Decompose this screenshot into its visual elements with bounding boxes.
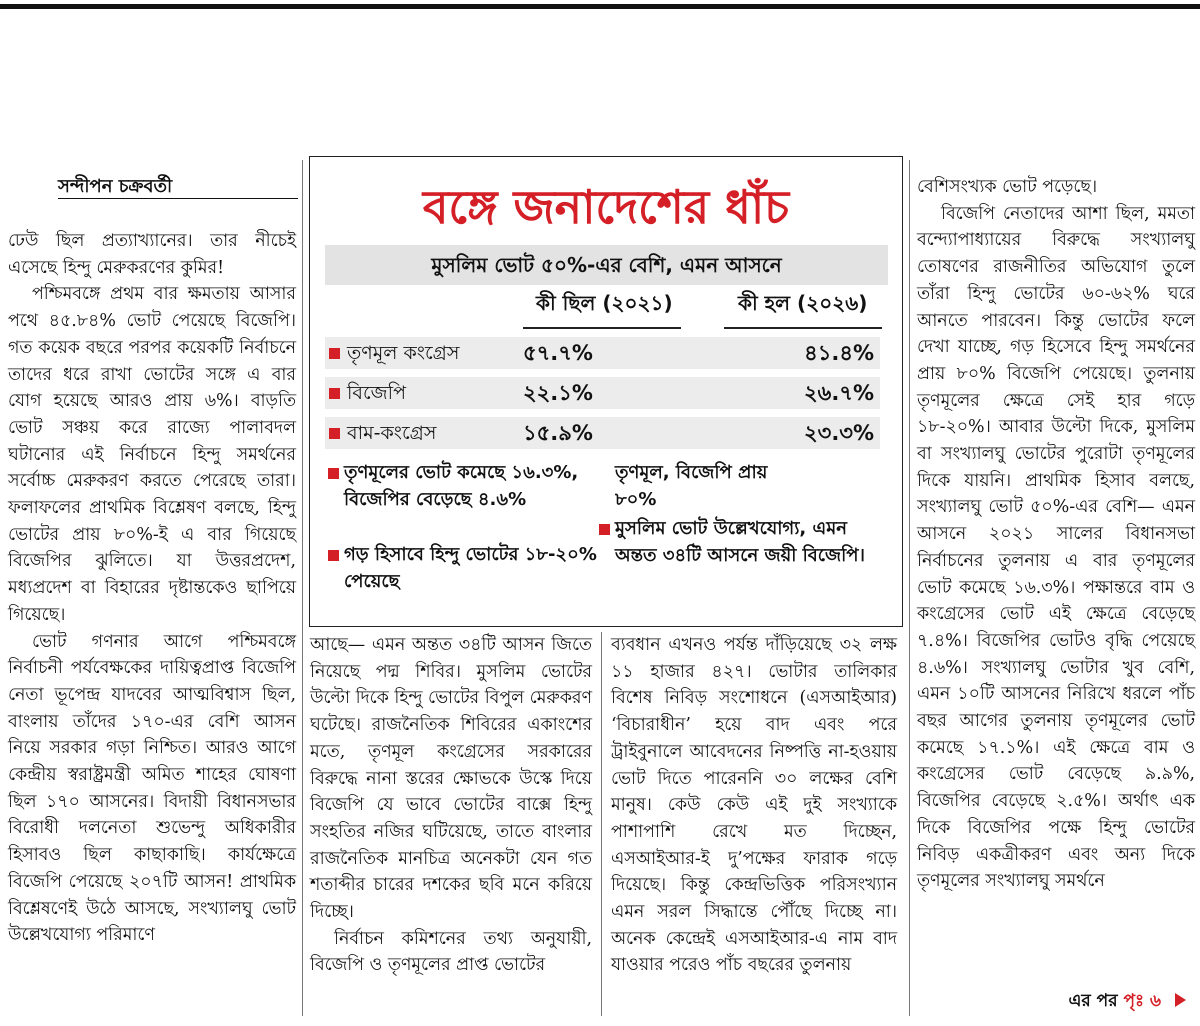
column-divider bbox=[302, 160, 303, 1016]
column-header-2026-rule bbox=[724, 327, 882, 329]
article-column-4 bbox=[917, 174, 1195, 895]
paragraph: আছে— এমন অন্তত ৩৪টি আসন জিতে নিয়েছে পদ্ম শিবির। মুসলিম ভোটের উল্টো দিকে হিন্দু ভোটের বিপুল মেরুকরণ ঘটেছে। রাজনৈতিক শিবিরের একাংশের মতে, তৃণমূল কংগ্রেসের সরকারের বিরুদ্ধে নানা স্তরের ক্ষোভকে উস্কে দিয়ে বিজেপি যে ভাবে ভোটের বাক্সে হিন্দু সংহতির নজির ঘটিয়েছে, তাতে বাংলার রাজনৈতিক মানচিত্র অনেকটা যেন গত শতাব্দীর চারের দশকের ছবি মনে করিয়ে দিচ্ছে। bbox=[310, 635, 592, 923]
paragraph: ব্যবধান এখনও পর্যন্ত দাঁড়িয়েছে ৩২ লক্ষ ১১ হাজার ৪২৭। ভোটার তালিকার বিশেষ নিবিড় সংশোধনে (এসআইআর) ‘বিচারাধীন’ হয়ে বাদ এবং পরে ট্রাইবুনালে আবেদনের নিষ্পত্তি না-হওয়ায় ভোট দিতে পারেননি ৩০ লক্ষের বেশি মানুষ। কেউ কেউ এই দুই সংখ্যাকে পাশাপাশি রেখে মত দিচ্ছেন, এসআইআর-ই দু’পক্ষের ফারাক গড়ে দিয়েছে। কিন্তু কেন্দ্রভিত্তিক পরিসংখ্যান এমন সরল সিদ্ধান্তে পৌঁছে দিচ্ছে না। অনেক কেন্দ্রেই এসআইআর-এ নাম বাদ যাওয়ার পরেও পাঁচ বছরের তুলনায় bbox=[611, 635, 897, 976]
table-row bbox=[325, 417, 880, 449]
note-tmc-bjp-share: তৃণমূল, বিজেপি প্রায় ৮০% bbox=[615, 462, 768, 510]
continued-on-page[interactable] bbox=[1068, 989, 1186, 1013]
paragraph: বেশিসংখ্যক ভোট পড়েছে। bbox=[917, 177, 1098, 197]
paragraph: পশ্চিমবঙ্গে প্রথম বার ক্ষমতায় আসার পথে ৪৫.৮৪% ভোট পেয়েছে বিজেপি। গত কয়েক বছরে পরপর কয়েকটি নির্বাচনে তাদের ধরে রাখা ভোটের সঙ্গে এ বার যোগ হয়েছে আরও প্রায় ৬%। বাড়তি ভোট সঞ্চয় করে রাজ্যে পালাবদল ঘটানোর এই নির্বাচনে হিন্দু সমর্থনের সর্বোচ্চ মেরুকরণ করতে পেরেছে তারা। ফলাফলের প্রাথমিক বিশ্লেষণ বলছে, হিন্দু ভোটের প্রায় ৮০%-ই এ বার গিয়েছে বিজেপির ঝুলিতে। যা উত্তরপ্রদেশ, মধ্যপ্রদেশ বা বিহারের দৃষ্টান্তকেও ছাপিয়ে গিয়েছে। bbox=[8, 284, 296, 625]
headline bbox=[0, 18, 1200, 138]
arrow-right-icon bbox=[1175, 993, 1186, 1007]
value-2026: ২৬.৭% bbox=[804, 381, 874, 405]
bullet-square-icon bbox=[329, 388, 340, 399]
bullet-square-icon bbox=[328, 550, 339, 561]
bullet-square-icon bbox=[599, 524, 610, 535]
column-divider bbox=[909, 160, 910, 1016]
column-header-2021: কী ছিল (২০২১) bbox=[536, 291, 673, 315]
bullet-square-icon bbox=[328, 468, 339, 479]
column-header-2021-rule bbox=[523, 327, 681, 329]
party-name: তৃণমূল কংগ্রেস bbox=[347, 342, 460, 364]
value-2021: ৫৭.৭% bbox=[523, 341, 593, 365]
byline-rule bbox=[58, 198, 298, 199]
value-2021: ২২.১% bbox=[523, 381, 593, 405]
note-bjp-muslim-seats: মুসলিম ভোট উল্লেখযোগ্য, এমন অন্তত ৩৪টি আসনে জয়ী বিজেপি। bbox=[615, 515, 883, 569]
article-column-1 bbox=[8, 228, 296, 949]
note-tmc-vote-drop: তৃণমূলের ভোট কমেছে ১৬.৩%, বিজেপির বেড়েছে ৪.৬% bbox=[344, 459, 594, 513]
top-rule bbox=[0, 4, 1200, 9]
paragraph: ঢেউ ছিল প্রত্যাখ্যানের। তার নীচেই এসেছে হিন্দু মেরুকরণের কুমির! bbox=[8, 231, 296, 278]
article-column-3 bbox=[611, 632, 897, 979]
bullet-square-icon bbox=[329, 348, 340, 359]
value-2026: ২৩.৩% bbox=[804, 421, 874, 445]
value-2026: ৪১.৪% bbox=[804, 341, 874, 365]
table-row bbox=[325, 337, 880, 369]
continued-label: এর পর bbox=[1068, 991, 1118, 1011]
value-2021: ১৫.৯% bbox=[523, 421, 593, 445]
column-divider bbox=[601, 632, 602, 1016]
party-name: বাম-কংগ্রেস bbox=[347, 422, 437, 444]
info-box bbox=[309, 156, 903, 627]
note-hindu-vote-share: গড় হিসাবে হিন্দু ভোটের ১৮-২০% পেয়েছে bbox=[344, 541, 604, 595]
continued-page-number: পৃঃ ৬ bbox=[1123, 991, 1162, 1011]
article-column-2 bbox=[310, 632, 592, 979]
info-box-title: বঙ্গে জনাদেশের ধাঁচ bbox=[422, 180, 790, 234]
column-header-2026: কী হল (২০২৬) bbox=[738, 291, 868, 315]
party-name: বিজেপি bbox=[347, 382, 406, 404]
table-row bbox=[325, 377, 880, 409]
paragraph: ভোট গণনার আগে পশ্চিমবঙ্গে নির্বাচনী পর্যবেক্ষকের দায়িত্বপ্রাপ্ত বিজেপি নেতা ভূপেন্দ্র যাদবের আত্মবিশ্বাস ছিল, বাংলায় তাঁদের ১৭০-এর বেশি আসন নিয়ে সরকার গড়া নিশ্চিত। আরও আগে কেন্দ্রীয় স্বরাষ্ট্রমন্ত্রী অমিত শাহের ঘোষণা ছিল ১৭০ আসনের। বিদায়ী বিধানসভার বিরোধী দলনেতা শুভেন্দু অধিকারীর হিসাবও ছিল কাছাকাছি। কার্যক্ষেত্রে বিজেপি পেয়েছে ২০৭টি আসন! প্রাথমিক বিশ্লেষণেই উঠে আসছে, সংখ্যালঘু ভোট উল্লেখযোগ্য পরিমাণে bbox=[8, 631, 296, 946]
info-box-subtitle: মুসলিম ভোট ৫০%-এর বেশি, এমন আসনে bbox=[325, 245, 888, 285]
paragraph: নির্বাচন কমিশনের তথ্য অনুযায়ী, বিজেপি ও তৃণমূলের প্রাপ্ত ভোটের bbox=[310, 928, 592, 976]
paragraph: বিজেপি নেতাদের আশা ছিল, মমতা বন্দ্যোপাধ্যায়ের বিরুদ্ধে সংখ্যালঘু তোষণের রাজনীতির অভিযোগ তুলে তাঁরা হিন্দু ভোটের ৬০-৬২% ঘরে আনতে পারবেন। কিন্তু ভোটের ফলে দেখা যাচ্ছে, গড় হিসেবে হিন্দু সমর্থনের প্রায় ৮০% বিজেপি পেয়েছে। তুলনায় তৃণমূলের ক্ষেত্রে সেই হার গড়ে ১৮-২০%। আবার উল্টো দিকে, মুসলিম বা সংখ্যালঘু ভোটের পুরোটা তৃণমূলের দিকে যায়নি। প্রাথমিক হিসাব বলছে, সংখ্যালঘু ভোট ৫০%-এর বেশি— এমন আসনে ২০২১ সালের বিধানসভা নির্বাচনের তুলনায় এ বার তৃণমূলের ভোট কমেছে ১৬.৩%। পক্ষান্তরে বাম ও কংগ্রেসের ভোট এই ক্ষেত্রে বেড়েছে ৭.৪%। বিজেপির ভোটও বৃদ্ধি পেয়েছে ৪.৬%। সংখ্যালঘু ভোটার খুব বেশি, এমন ১০টি আসনের নিরিখে ধরলে পাঁচ বছর আগের তুলনায় তৃণমূলের ভোট কমেছে ১৭.১%। এই ক্ষেত্রে বাম ও কংগ্রেসের ভোট বেড়েছে ৯.৯%, বিজেপির বেড়েছে ২.৫%। অর্থাৎ এক দিকে বিজেপির পক্ষে হিন্দু ভোটের নিবিড় একত্রীকরণ এবং অন্য দিকে তৃণমূলের সংখ্যালঘু সমর্থনে bbox=[917, 203, 1195, 892]
bullet-square-icon bbox=[329, 428, 340, 439]
byline: সন্দীপন চক্রবর্তী bbox=[58, 176, 173, 197]
